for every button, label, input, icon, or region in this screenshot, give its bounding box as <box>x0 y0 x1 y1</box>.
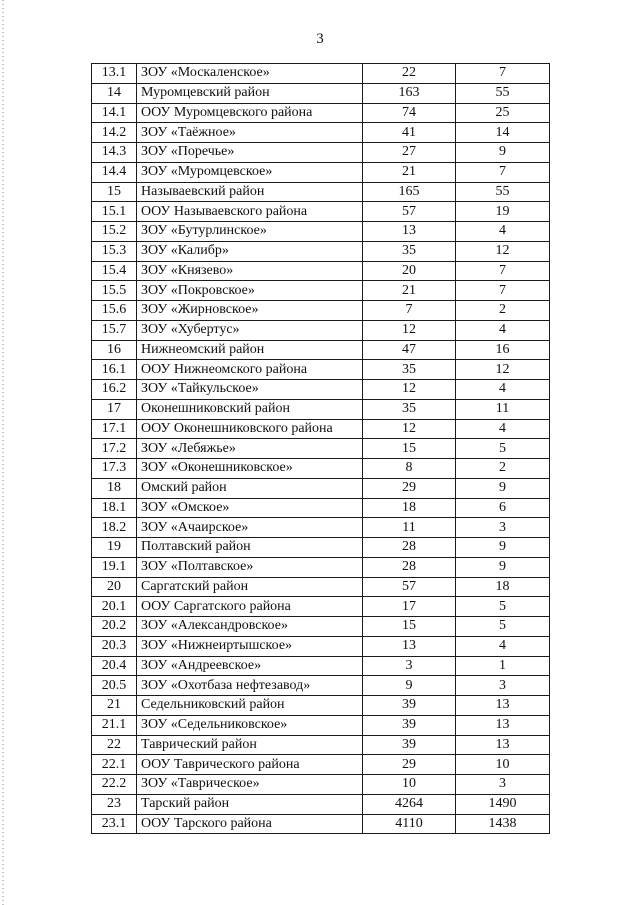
row-value-2-cell: 19 <box>456 202 550 222</box>
row-name-cell: ЗОУ «Муромцевское» <box>137 162 363 182</box>
row-value-2-cell: 7 <box>456 64 550 84</box>
row-value-2-cell: 25 <box>456 103 550 123</box>
table-row <box>92 557 550 577</box>
row-name-cell: ЗОУ «Полтавское» <box>137 557 363 577</box>
row-number-cell: 18.2 <box>92 518 137 538</box>
table-row <box>92 380 550 400</box>
row-value-1-cell: 3 <box>363 656 456 676</box>
row-value-2-cell: 7 <box>456 281 550 301</box>
row-name-cell: Саргатский район <box>137 577 363 597</box>
row-value-2-cell: 1438 <box>456 814 550 834</box>
row-value-1-cell: 18 <box>363 498 456 518</box>
row-value-2-cell: 9 <box>456 143 550 163</box>
row-name-cell: ЗОУ «Омское» <box>137 498 363 518</box>
table-row <box>92 636 550 656</box>
row-value-2-cell: 13 <box>456 735 550 755</box>
row-number-cell: 15.6 <box>92 301 137 321</box>
row-number-cell: 22 <box>92 735 137 755</box>
row-number-cell: 15.7 <box>92 320 137 340</box>
row-number-cell: 15.3 <box>92 241 137 261</box>
table-row <box>92 83 550 103</box>
row-value-1-cell: 35 <box>363 399 456 419</box>
row-name-cell: ЗОУ «Лебяжье» <box>137 439 363 459</box>
row-number-cell: 13.1 <box>92 64 137 84</box>
row-name-cell: ООУ Называевского района <box>137 202 363 222</box>
row-name-cell: ЗОУ «Хубертус» <box>137 320 363 340</box>
row-name-cell: Тарский район <box>137 794 363 814</box>
row-number-cell: 16 <box>92 340 137 360</box>
row-value-2-cell: 7 <box>456 162 550 182</box>
row-number-cell: 22.1 <box>92 755 137 775</box>
row-value-2-cell: 5 <box>456 439 550 459</box>
row-value-2-cell: 5 <box>456 597 550 617</box>
allocation-table <box>91 63 550 834</box>
row-number-cell: 14.2 <box>92 123 137 143</box>
row-value-1-cell: 21 <box>363 281 456 301</box>
row-value-1-cell: 12 <box>363 320 456 340</box>
row-value-2-cell: 3 <box>456 518 550 538</box>
table-row <box>92 340 550 360</box>
row-value-1-cell: 41 <box>363 123 456 143</box>
row-name-cell: Седельниковский район <box>137 696 363 716</box>
row-name-cell: Омский район <box>137 478 363 498</box>
table-row <box>92 735 550 755</box>
row-value-2-cell: 2 <box>456 459 550 479</box>
row-value-1-cell: 15 <box>363 439 456 459</box>
row-name-cell: ООУ Тарского района <box>137 814 363 834</box>
row-value-1-cell: 28 <box>363 557 456 577</box>
table-row <box>92 617 550 637</box>
row-value-1-cell: 35 <box>363 241 456 261</box>
table-row <box>92 360 550 380</box>
row-name-cell: ЗОУ «Таврическое» <box>137 775 363 795</box>
row-value-2-cell: 4 <box>456 380 550 400</box>
row-value-2-cell: 10 <box>456 755 550 775</box>
table-row <box>92 676 550 696</box>
row-value-1-cell: 28 <box>363 538 456 558</box>
table-row <box>92 656 550 676</box>
row-name-cell: ЗОУ «Калибр» <box>137 241 363 261</box>
table-row <box>92 755 550 775</box>
row-value-1-cell: 10 <box>363 775 456 795</box>
table-row <box>92 222 550 242</box>
table-row <box>92 241 550 261</box>
row-number-cell: 20 <box>92 577 137 597</box>
row-number-cell: 19 <box>92 538 137 558</box>
row-value-2-cell: 4 <box>456 222 550 242</box>
row-value-2-cell: 13 <box>456 715 550 735</box>
row-value-1-cell: 13 <box>363 636 456 656</box>
table-row <box>92 281 550 301</box>
row-value-2-cell: 11 <box>456 399 550 419</box>
row-name-cell: ЗОУ «Москаленское» <box>137 64 363 84</box>
table-row <box>92 696 550 716</box>
table-row <box>92 597 550 617</box>
table-row <box>92 775 550 795</box>
row-value-1-cell: 8 <box>363 459 456 479</box>
row-number-cell: 23.1 <box>92 814 137 834</box>
table-row <box>92 439 550 459</box>
table-row <box>92 814 550 834</box>
row-number-cell: 22.2 <box>92 775 137 795</box>
row-number-cell: 20.2 <box>92 617 137 637</box>
table-row <box>92 202 550 222</box>
row-number-cell: 20.1 <box>92 597 137 617</box>
row-number-cell: 17 <box>92 399 137 419</box>
row-value-2-cell: 16 <box>456 340 550 360</box>
row-number-cell: 18 <box>92 478 137 498</box>
row-value-1-cell: 35 <box>363 360 456 380</box>
row-name-cell: ООУ Нижнеомского района <box>137 360 363 380</box>
row-value-1-cell: 22 <box>363 64 456 84</box>
row-value-2-cell: 4 <box>456 320 550 340</box>
table-row <box>92 538 550 558</box>
row-value-1-cell: 4110 <box>363 814 456 834</box>
row-number-cell: 21 <box>92 696 137 716</box>
table-row <box>92 162 550 182</box>
table-row <box>92 64 550 84</box>
row-number-cell: 17.3 <box>92 459 137 479</box>
row-name-cell: Муромцевский район <box>137 83 363 103</box>
scan-margin-dots <box>2 0 4 905</box>
row-value-1-cell: 29 <box>363 478 456 498</box>
row-number-cell: 20.3 <box>92 636 137 656</box>
row-number-cell: 15.2 <box>92 222 137 242</box>
row-number-cell: 16.1 <box>92 360 137 380</box>
row-value-2-cell: 55 <box>456 182 550 202</box>
table-body <box>92 64 550 834</box>
row-value-2-cell: 12 <box>456 360 550 380</box>
row-value-2-cell: 7 <box>456 261 550 281</box>
table-row <box>92 715 550 735</box>
row-value-2-cell: 5 <box>456 617 550 637</box>
row-value-1-cell: 20 <box>363 261 456 281</box>
row-value-1-cell: 74 <box>363 103 456 123</box>
table-row <box>92 182 550 202</box>
row-value-2-cell: 3 <box>456 676 550 696</box>
row-number-cell: 14.1 <box>92 103 137 123</box>
row-name-cell: ЗОУ «Нижнеиртышское» <box>137 636 363 656</box>
row-number-cell: 20.4 <box>92 656 137 676</box>
row-name-cell: ЗОУ «Ачаирское» <box>137 518 363 538</box>
row-value-1-cell: 12 <box>363 380 456 400</box>
row-value-1-cell: 39 <box>363 696 456 716</box>
row-name-cell: ЗОУ «Князево» <box>137 261 363 281</box>
row-name-cell: Полтавский район <box>137 538 363 558</box>
table-row <box>92 123 550 143</box>
row-value-1-cell: 7 <box>363 301 456 321</box>
row-name-cell: ЗОУ «Андреевское» <box>137 656 363 676</box>
row-value-2-cell: 1 <box>456 656 550 676</box>
row-name-cell: ЗОУ «Оконешниковское» <box>137 459 363 479</box>
table-row <box>92 518 550 538</box>
table-row <box>92 261 550 281</box>
row-name-cell: ЗОУ «Покровское» <box>137 281 363 301</box>
row-value-2-cell: 55 <box>456 83 550 103</box>
row-value-1-cell: 29 <box>363 755 456 775</box>
table-row <box>92 498 550 518</box>
row-value-2-cell: 9 <box>456 478 550 498</box>
row-value-2-cell: 1490 <box>456 794 550 814</box>
row-value-2-cell: 13 <box>456 696 550 716</box>
row-value-2-cell: 3 <box>456 775 550 795</box>
row-number-cell: 17.1 <box>92 419 137 439</box>
row-number-cell: 15.5 <box>92 281 137 301</box>
row-name-cell: ООУ Оконешниковского района <box>137 419 363 439</box>
row-name-cell: Называевский район <box>137 182 363 202</box>
row-name-cell: ООУ Таврического района <box>137 755 363 775</box>
row-name-cell: ЗОУ «Бутурлинское» <box>137 222 363 242</box>
page-number: 3 <box>316 31 324 47</box>
table-row <box>92 399 550 419</box>
table-row <box>92 419 550 439</box>
table-row <box>92 478 550 498</box>
row-name-cell: ЗОУ «Жирновское» <box>137 301 363 321</box>
row-value-1-cell: 12 <box>363 419 456 439</box>
row-value-1-cell: 39 <box>363 715 456 735</box>
row-value-1-cell: 13 <box>363 222 456 242</box>
row-number-cell: 14 <box>92 83 137 103</box>
row-name-cell: Таврический район <box>137 735 363 755</box>
table-row <box>92 143 550 163</box>
row-value-1-cell: 39 <box>363 735 456 755</box>
row-number-cell: 17.2 <box>92 439 137 459</box>
row-number-cell: 21.1 <box>92 715 137 735</box>
row-value-1-cell: 57 <box>363 577 456 597</box>
table-row <box>92 301 550 321</box>
row-value-1-cell: 165 <box>363 182 456 202</box>
row-value-2-cell: 6 <box>456 498 550 518</box>
row-value-2-cell: 4 <box>456 636 550 656</box>
row-value-1-cell: 9 <box>363 676 456 696</box>
row-name-cell: ЗОУ «Александровское» <box>137 617 363 637</box>
row-value-2-cell: 14 <box>456 123 550 143</box>
row-number-cell: 15 <box>92 182 137 202</box>
row-name-cell: ООУ Муромцевского района <box>137 103 363 123</box>
table-row <box>92 103 550 123</box>
row-value-1-cell: 27 <box>363 143 456 163</box>
row-value-2-cell: 18 <box>456 577 550 597</box>
row-value-1-cell: 15 <box>363 617 456 637</box>
row-value-1-cell: 47 <box>363 340 456 360</box>
row-value-2-cell: 9 <box>456 538 550 558</box>
row-number-cell: 14.4 <box>92 162 137 182</box>
row-number-cell: 16.2 <box>92 380 137 400</box>
row-value-1-cell: 57 <box>363 202 456 222</box>
table-row <box>92 577 550 597</box>
row-value-1-cell: 17 <box>363 597 456 617</box>
row-name-cell: Нижнеомский район <box>137 340 363 360</box>
row-value-1-cell: 21 <box>363 162 456 182</box>
row-value-1-cell: 163 <box>363 83 456 103</box>
row-value-1-cell: 4264 <box>363 794 456 814</box>
row-name-cell: ЗОУ «Седельниковское» <box>137 715 363 735</box>
row-number-cell: 18.1 <box>92 498 137 518</box>
row-number-cell: 20.5 <box>92 676 137 696</box>
table-row <box>92 320 550 340</box>
row-name-cell: Оконешниковский район <box>137 399 363 419</box>
row-name-cell: ЗОУ «Таёжное» <box>137 123 363 143</box>
row-name-cell: ЗОУ «Поречье» <box>137 143 363 163</box>
table-row <box>92 459 550 479</box>
row-name-cell: ЗОУ «Охотбаза нефтезавод» <box>137 676 363 696</box>
row-name-cell: ООУ Саргатского района <box>137 597 363 617</box>
row-number-cell: 15.4 <box>92 261 137 281</box>
row-number-cell: 23 <box>92 794 137 814</box>
row-value-2-cell: 2 <box>456 301 550 321</box>
row-number-cell: 19.1 <box>92 557 137 577</box>
row-value-1-cell: 11 <box>363 518 456 538</box>
row-value-2-cell: 4 <box>456 419 550 439</box>
row-name-cell: ЗОУ «Тайкульское» <box>137 380 363 400</box>
row-number-cell: 15.1 <box>92 202 137 222</box>
row-value-2-cell: 9 <box>456 557 550 577</box>
table-row <box>92 794 550 814</box>
row-value-2-cell: 12 <box>456 241 550 261</box>
row-number-cell: 14.3 <box>92 143 137 163</box>
